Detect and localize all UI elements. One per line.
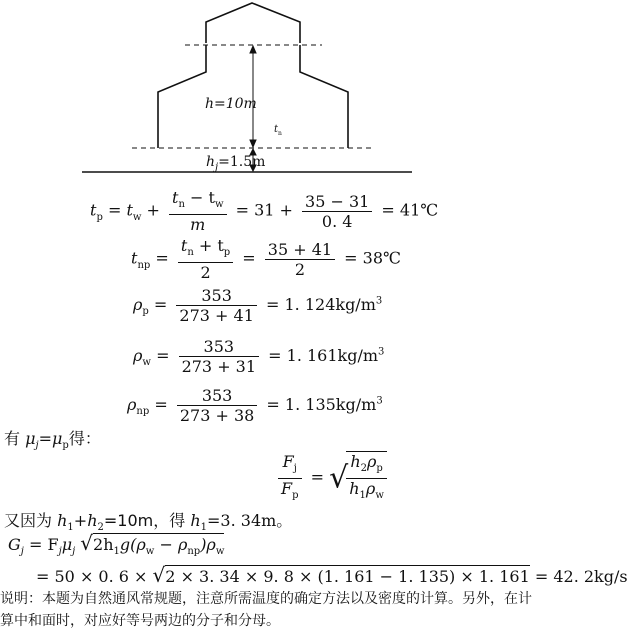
sqrt-sign: √	[329, 460, 349, 496]
roof-outline	[206, 3, 300, 43]
equation-tp: $t_p = t_w$ + $\frac{t_n - t_w}{m}$ = 31 + $\frac{35 - 31}{0. 4}$ = 41℃	[90, 188, 439, 235]
equation-rho-np: $\rho_{np}$ = $\frac{353}{273 + 38}$ = 1. $135kg/m^3$	[127, 386, 383, 425]
h-arrow-down	[250, 140, 256, 147]
hj-label: $h_j=1.5m$	[206, 154, 266, 173]
note-line-1: 说明：本题为自然通风常规题，注意所需温度的确定方法以及密度的计算。另外，在计	[0, 591, 532, 607]
equation-rho-w: $\rho_w$ = $\frac{353}{273 + 31}$ = 1. $161kg/m^3$	[133, 337, 385, 376]
building-diagram	[0, 0, 617, 195]
equation-rho-p: $\rho_p$ = $\frac{353}{273 + 41}$ = 1. $124kg/m^3$	[133, 286, 383, 325]
height-condition-line: 又因为 $h_1+h_2=10m$，得 $h_1=3$. 34m。	[4, 511, 293, 534]
building-left-wall	[158, 45, 206, 148]
mu-condition-line: 有 $\mu_j=\mu_p$得：	[4, 429, 101, 452]
equation-G-line1: $G_j = F_j\mu_j$ $√2h_1g(\rho_w - \rho_{np})\rho_w$	[8, 531, 225, 558]
equation-area-ratio: $\frac{F_j}{F_p}$ = √ $\frac{h_2\rho_p}{h_1\rho_w}$	[274, 451, 391, 505]
h-label: h=10m	[205, 96, 257, 112]
note-line-2: 算中和面时，对应好等号两边的分子和分母。	[0, 613, 280, 629]
h-arrow-up	[250, 46, 256, 53]
equation-G-line2: = 50 × 0. 6 × √2 × 3. 34 × 9. 8 × (1. 161 − 1. 135) × 1. 161 = 42. 2kg/s	[36, 563, 628, 587]
building-right-wall	[300, 45, 348, 148]
tn-label: $t_n$	[274, 124, 282, 137]
equation-tnp: $t_{np}$ = $\frac{t_n + t_p}{2}$ = $\frac{35 + 41}{2}$ = 38℃	[131, 236, 401, 283]
explanation-note	[0, 588, 617, 632]
